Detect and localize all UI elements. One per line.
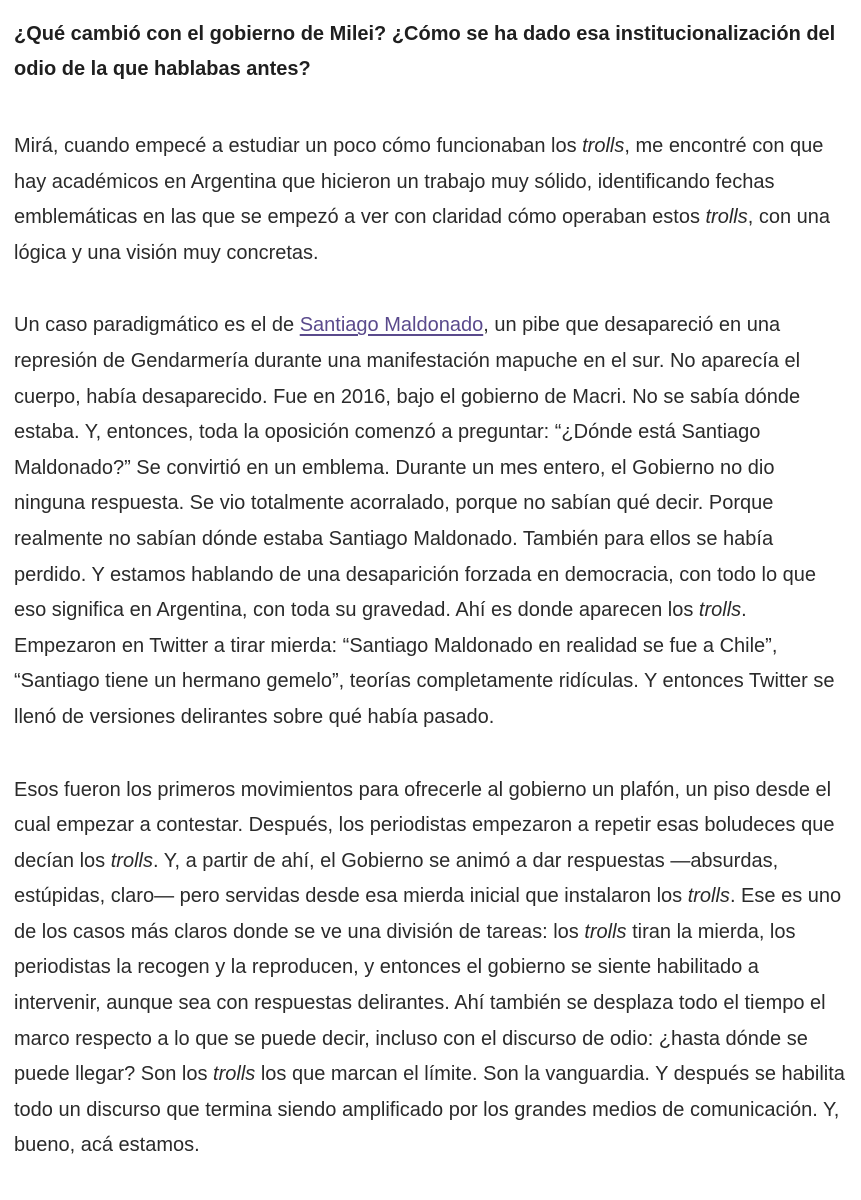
text-span: los que marcan el límite. Son la vanguardia. Y después se habilita todo un discurso que termina siendo amplificado por los grandes medios de comunicación. Y, bueno, acá estamos. [14,1063,845,1157]
text-span: Mirá, cuando empecé a estudiar un poco cómo funcionaban los [14,135,583,157]
italic-term: trolls [705,206,748,229]
text-span: . Ese es uno de los casos más claros donde se ve una división de tareas: los [14,885,842,943]
answer-paragraph-2 [14,308,849,735]
italic-term: trolls [110,849,153,872]
text-span: . Empezaron en Twitter a tirar mierda: “Santiago Maldonado en realidad se fue a Chile”, “Santiago tiene un hermano gemelo”, teorías completamente ridículas. Y entonces Twitter se llenó de versiones delirantes sobre qué había pasado. [14,599,835,728]
text-span: . Y, a partir de ahí, el Gobierno se animó a dar respuestas —absurdas, estúpidas, claro— pero servidas desde esa mierda inicial que instalaron los [14,849,779,908]
text-span: , un pibe que desapareció en una represión de Gendarmería durante una manifestación mapuche en el sur. No aparecía el cuerpo, había desaparecido. Fue en 2016, bajo el gobierno de Macri. No se sabía dónde estaba. Y, entonces, toda la oposición comenzó a preguntar: “¿Dónde está Santiago Maldonado?” Se convirtió en un emblema. Durante un mes entero, el Gobierno no dio ninguna respuesta. Se vio totalmente acorralado, porque no sabían qué decir. Porque realmente no sabían dónde estaba Santiago Maldonado. También para ellos se había perdido. Y estamos hablando de una desaparición forzada en democracia, con todo lo que eso significa en Argentina, con toda su gravedad. Ahí es donde aparecen los [14,314,817,622]
italic-term: trolls [213,1063,256,1086]
text-span: tiran la mierda, los periodistas la recogen y la reproducen, y entonces el gobierno se siente habilitado a intervenir, aunque sea con respuestas delirantes. Ahí también se desplaza todo el tiempo el marco respecto a lo que se puede decir, incluso con el discurso de odio: ¿hasta dónde se puede llegar? Son los [14,920,826,1086]
text-span: Un caso paradigmático es el de [14,314,300,337]
santiago-maldonado-link[interactable]: Santiago Maldonado [299,314,484,337]
italic-term: trolls [582,135,625,157]
italic-term: trolls [698,599,742,622]
text-span: , con una lógica y una visión muy concretas. [14,206,831,264]
answer-paragraph-1 [14,129,849,271]
text-span: , me encontré con que hay académicos en Argentina que hicieron un trabajo muy sólido, identificando fechas emblemáticas en las que se empezó a ver con claridad cómo operaban estos [14,135,824,229]
italic-term: trolls [584,920,627,943]
answer-paragraph-3 [14,773,849,1165]
text-span: Esos fueron los primeros movimientos para ofrecerle al gobierno un plafón, un piso desde el cual empezar a contestar. Después, los periodistas empezaron a repetir esas boludeces que decían los [14,778,835,872]
italic-term: trolls [687,885,730,908]
interview-question: ¿Qué cambió con el gobierno de Milei? ¿Cómo se ha dado esa institucionalización del odio de la que hablabas antes? [14,23,836,80]
